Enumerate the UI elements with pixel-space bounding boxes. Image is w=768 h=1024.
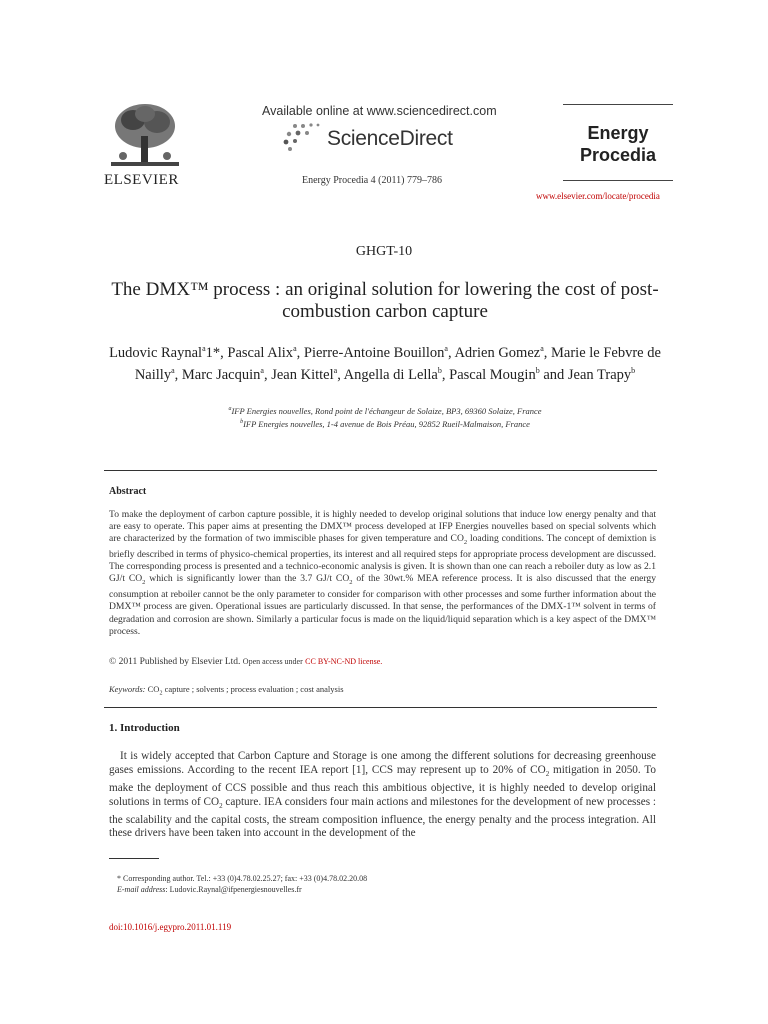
journal-title-line1: Energy — [587, 123, 649, 143]
keywords-line: Keywords: $CO_2$ capture ; solvents ; process evaluation ; cost analysis — [109, 684, 344, 697]
author-name: Angella di Lella — [343, 366, 438, 383]
author-name: Pascal Alix — [227, 344, 294, 361]
sciencedirect-name: ScienceDirect — [327, 127, 453, 150]
author-affiliation-mark: b — [437, 365, 442, 375]
abstract-heading: Abstract — [109, 486, 147, 497]
journal-bottom-rule — [563, 180, 673, 181]
author-name: Pierre-Antoine Bouillon — [303, 344, 445, 361]
journal-title — [563, 122, 673, 166]
author-name: Jean Kittel — [271, 366, 334, 383]
journal-url-link[interactable]: www.elsevier.com/locate/procedia — [536, 191, 660, 201]
corresponding-mark: 1* — [205, 344, 221, 361]
author-affiliation-mark: a — [202, 344, 206, 353]
affiliations — [100, 404, 670, 430]
author-affiliation-mark: a — [333, 365, 338, 375]
author-affiliation-mark: b — [535, 365, 540, 375]
author-affiliation-mark: b — [631, 365, 636, 375]
author-name: Jean Trapy — [567, 366, 632, 383]
author-affiliation-mark: a — [444, 344, 448, 353]
author-affiliation-mark: a — [260, 365, 264, 375]
footnote-rule — [109, 858, 159, 859]
introduction-text: It is widely accepted that Carbon Capture and Storage is one among the different solutions for decreasing greenhouse gases emissions. According to the recent IEA report [1], CCS may represent up to 20% of $CO_2$ mitigation in 2050. To make the deployment of CCS possible and thus reach this ambitious objective, it is highly needed to develop original solutions in terms of $CO_2$ capture. IEA considers four main actions and milestones for the development of new processes : the scalability and the capital costs, the stream composition influence, the energy penalty and the process integration. All these drivers have been taken into account in the development of the — [109, 750, 657, 840]
conference-label: GHGT-10 — [355, 244, 413, 259]
doi-link[interactable]: doi:10.1016/j.egypro.2011.01.119 — [109, 922, 232, 932]
abstract-bottom-rule — [104, 707, 657, 708]
author-name: Pascal Mougin — [449, 366, 536, 383]
author-affiliation-mark: a — [540, 344, 544, 353]
journal-reference: Energy Procedia 4 (2011) 779–786 — [302, 175, 442, 186]
affiliation-line: $^a$IFP Energies nouvelles, Rond point de l'échangeur de Solaize, BP3, 69360 Solaize, France — [228, 405, 542, 416]
author-affiliation-mark: a — [293, 344, 297, 353]
corresponding-author: * Corresponding author. Tel.: +33 (0)4.78.02.25.27; fax: +33 (0)4.78.02.20.08 — [117, 874, 368, 883]
publisher-name: ELSEVIER — [104, 172, 179, 188]
author-list: Ludovic Raynal$^a$1*, Pascal Alix$^a$, Pierre-Antoine Bouillon$^a$, Adrien Gomez$^a$, Marie le Febvre de Nailly$^a$, Marc Jacquin$^a$, Jean Kittel$^a$, Angella di Lella$^b$, Pascal Mougin$^b$ and Jean Trapy$^b$ — [109, 344, 661, 383]
abstract-top-rule — [104, 470, 657, 471]
available-online-text: Available online at www.sciencedirect.com — [262, 104, 497, 118]
introduction-heading: 1. Introduction — [109, 722, 180, 734]
author-name: Marc Jacquin — [181, 366, 261, 383]
paper-title: The DMX™ process : an original solution for lowering the cost of post-combustion carbon capture — [111, 279, 659, 322]
author-name: Ludovic Raynal — [109, 344, 203, 361]
license-link[interactable]: CC BY-NC-ND license. — [305, 657, 383, 666]
footnote — [117, 873, 367, 895]
affiliation-line: $^b$IFP Energies nouvelles, 1-4 avenue de Bois Préau, 92852 Rueil-Malmaison, France — [240, 418, 530, 429]
journal-top-rule — [563, 104, 673, 105]
copyright-line: © 2011 Published by Elsevier Ltd. Open access under CC BY-NC-ND license. — [109, 657, 383, 667]
author-name: Adrien Gomez — [454, 344, 541, 361]
abstract-text: To make the deployment of carbon capture possible, it is highly needed to develop original solutions that induce low energy penalty and that are easy to operate. This paper aims at presenting the DMX™ process developed at IFP Energies nouvelles based on special solvents which are characterized by the formation of two immiscible phases for given temperature and $CO_2$ loading conditions. The concept of demixtion is briefly described in terms of physico-chemical properties, its interest and all required steps for appropriate process development are discussed. The corresponding process is presented and a technico-economic analysis is given. It is shown than one can reach a reboiler duty as low as 2.1 GJ/t $CO_2$ which is significantly lower than the 3.7 GJ/t $CO_2$ of the 30wt.% MEA reference process. It is also discussed that the energy consumption at reboiler cannot be the only parameter to consider for comparison with other processes and some further information about the DMX™ process are given. Operational issues are particularly discussed. In that sense, the performances of the DMX-1™ solvent in terms of degradation and corrosion are shown. Similarly a particular focus is made on the liquid/liquid separation which is a key aspect of the DMX™ process. — [109, 509, 656, 637]
journal-title-line2: Procedia — [579, 145, 657, 165]
author-name: Marie le Febvre de Nailly — [134, 344, 661, 383]
email-line: E-mail address: Ludovic.Raynal@ifpenergiesnouvelles.fr — [117, 885, 302, 894]
sciencedirect-dots-icon — [283, 122, 323, 154]
author-affiliation-mark: a — [171, 365, 175, 375]
